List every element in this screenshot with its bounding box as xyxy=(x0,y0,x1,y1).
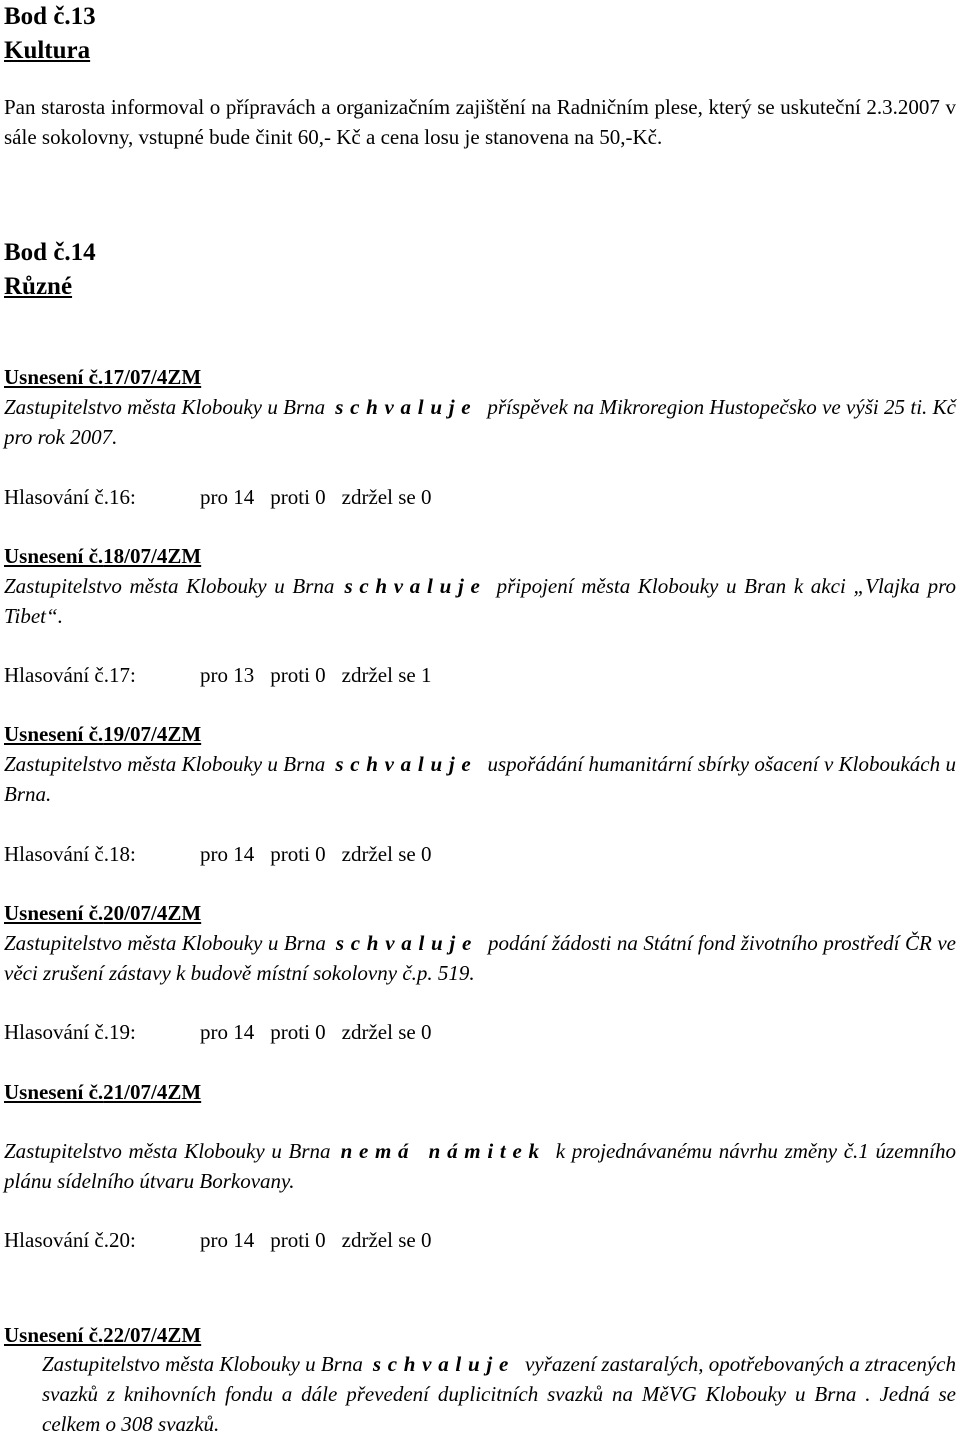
resolution-text xyxy=(4,1136,956,1196)
vote-for: pro 13 xyxy=(200,663,255,687)
vote-20 xyxy=(4,1225,447,1255)
resolution-number: 18/07/4ZM xyxy=(103,544,202,568)
resolution-text xyxy=(4,392,956,452)
resolution-heading xyxy=(4,1077,956,1107)
vote-against: proti 0 xyxy=(270,663,326,687)
resolution-verb: schvaluje xyxy=(372,1352,515,1376)
vote-label: Hlasování č.18: xyxy=(4,842,136,866)
resolution-number: 19/07/4ZM xyxy=(103,722,202,746)
resolution-heading xyxy=(4,541,956,571)
resolution-body: k projednávanému návrhu změny č.1 územního plánu sídelního útvaru Borkovany. xyxy=(4,1139,956,1193)
vote-18 xyxy=(4,839,447,869)
vote-abstain: zdržel se 0 xyxy=(341,1228,432,1252)
resolution-body: uspořádání humanitární sbírky ošacení v Kloboukách u Brna. xyxy=(4,752,956,806)
resolution-20 xyxy=(4,898,956,988)
section-14-heading xyxy=(4,236,956,304)
resolution-subject: Zastupitelstvo města Klobouky u Brna xyxy=(4,931,326,955)
vote-abstain: zdržel se 1 xyxy=(341,663,432,687)
section-number: Bod č.13 xyxy=(4,3,96,30)
resolution-verb: schvaluje xyxy=(335,752,478,776)
resolution-verb: schvaluje xyxy=(344,574,487,598)
resolution-number: 21/07/4ZM xyxy=(103,1080,202,1104)
vote-for: pro 14 xyxy=(200,485,255,509)
resolution-21 xyxy=(4,1077,956,1107)
resolution-number: 22/07/4ZM xyxy=(103,1323,202,1347)
resolution-label: Usnesení č. xyxy=(4,544,104,568)
vote-abstain: zdržel se 0 xyxy=(341,1020,432,1044)
resolution-subject: Zastupitelstvo města Klobouky u Brna xyxy=(42,1352,363,1376)
vote-against: proti 0 xyxy=(270,842,326,866)
resolution-label: Usnesení č. xyxy=(4,901,104,925)
resolution-label: Usnesení č. xyxy=(4,722,104,746)
resolution-text xyxy=(42,1349,956,1439)
vote-against: proti 0 xyxy=(270,1020,326,1044)
resolution-18 xyxy=(4,541,956,631)
vote-label: Hlasování č.17: xyxy=(4,663,136,687)
resolution-heading xyxy=(4,719,956,749)
section-number: Bod č.14 xyxy=(4,239,96,266)
vote-16 xyxy=(4,482,447,512)
resolution-heading xyxy=(4,898,956,928)
resolution-22 xyxy=(4,1320,956,1350)
resolution-19 xyxy=(4,719,956,809)
resolution-17 xyxy=(4,362,956,452)
resolution-subject: Zastupitelstvo města Klobouky u Brna xyxy=(4,1139,331,1163)
section-13-heading xyxy=(4,0,956,68)
resolution-verb: schvaluje xyxy=(335,395,478,419)
resolution-subject: Zastupitelstvo města Klobouky u Brna xyxy=(4,574,335,598)
vote-for: pro 14 xyxy=(200,1020,255,1044)
resolution-body: podání žádosti na Státní fond životního prostředí ČR ve věci zrušení zástavy k budově místní sokolovny č.p. 519. xyxy=(4,931,956,985)
vote-17 xyxy=(4,660,447,690)
resolution-label: Usnesení č. xyxy=(4,1323,104,1347)
resolution-subject: Zastupitelstvo města Klobouky u Brna xyxy=(4,752,326,776)
vote-abstain: zdržel se 0 xyxy=(341,485,432,509)
resolution-text xyxy=(4,571,956,631)
resolution-number: 20/07/4ZM xyxy=(103,901,202,925)
vote-for: pro 14 xyxy=(200,1228,255,1252)
resolution-label: Usnesení č. xyxy=(4,365,104,389)
resolution-body: připojení města Klobouky u Bran k akci „Vlajka pro Tibet“. xyxy=(4,574,956,628)
resolution-verb: schvaluje xyxy=(335,931,479,955)
resolution-subject: Zastupitelstvo města Klobouky u Brna xyxy=(4,395,326,419)
resolution-text xyxy=(4,928,956,988)
culture-paragraph: Pan starosta informoval o přípravách a organizačním zajištění na Radničním plese, který se uskuteční 2.3.2007 v sále sokolovny, vstupné bude činit 60,- Kč a cena losu je stanovena na 50,-Kč. xyxy=(4,95,956,149)
vote-label: Hlasování č.20: xyxy=(4,1228,136,1252)
resolution-heading xyxy=(4,1320,956,1350)
vote-19 xyxy=(4,1017,447,1047)
resolution-body: vyřazení zastaralých, opotřebovaných a ztracených svazků z knihovních fondu a dále převedení duplicitních svazků na MěVG Klobouky u Brna . Jedná se celkem o 308 svazků. xyxy=(42,1352,956,1436)
resolution-heading xyxy=(4,362,956,392)
vote-abstain: zdržel se 0 xyxy=(341,842,432,866)
resolution-body: příspěvek na Mikroregion Hustopečsko ve výši 25 ti. Kč pro rok 2007. xyxy=(4,395,956,449)
vote-for: pro 14 xyxy=(200,842,255,866)
vote-against: proti 0 xyxy=(270,485,326,509)
resolution-number: 17/07/4ZM xyxy=(103,365,202,389)
vote-label: Hlasování č.16: xyxy=(4,485,136,509)
resolution-text xyxy=(4,749,956,809)
section-title: Kultura xyxy=(4,37,91,64)
vote-against: proti 0 xyxy=(270,1228,326,1252)
resolution-verb: nemá námitek xyxy=(340,1139,546,1163)
resolution-label: Usnesení č. xyxy=(4,1080,104,1104)
section-title: Různé xyxy=(4,273,73,300)
vote-label: Hlasování č.19: xyxy=(4,1020,136,1044)
